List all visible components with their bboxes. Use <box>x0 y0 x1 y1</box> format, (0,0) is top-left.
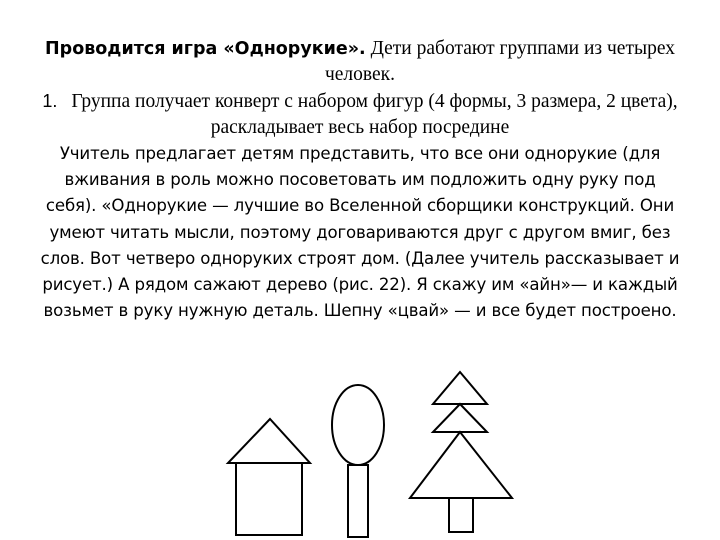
game-title: Проводится игра «Однорукие». <box>45 39 366 59</box>
house-wall-square <box>236 463 302 535</box>
teacher-paragraph: Учитель предлагает детям представить, что все они однорукие (для вживания в роль можно посоветовать им подложить одну руку под себя). «Однорукие — лучшие во Вселенной сборщики конструкций. Они умеют читать мысли, поэтому договариваются друг с другом вмиг, без слов. Вот четверо одноруких строят дом. (Далее учитель рассказывает и рисует.) А рядом сажают дерево (рис. 22). Я скажу им «айн»— и каждый возьмет в руку нужную деталь. Шепну «цвай» — и все будет построено. <box>40 144 680 321</box>
intro-text: Дети работают группами из четырех человек. <box>324 38 675 85</box>
fir-bottom-triangle <box>410 432 512 498</box>
tree-crown-oval <box>332 385 384 465</box>
fir-top-triangle <box>433 372 487 404</box>
tree-figure <box>332 385 384 537</box>
fir-tree-figure <box>410 372 512 532</box>
fir-middle-triangle <box>433 404 487 432</box>
list-item-number: 1. <box>42 91 58 111</box>
list-item-text: Группа получает конверт с набором фигур (4 формы, 3 размера, 2 цвета), раскладывает весь набор посредине <box>71 91 678 138</box>
fir-trunk-rect <box>449 498 473 532</box>
house-figure <box>228 419 310 535</box>
tree-trunk-rect <box>348 465 368 537</box>
house-roof-triangle <box>228 419 310 463</box>
